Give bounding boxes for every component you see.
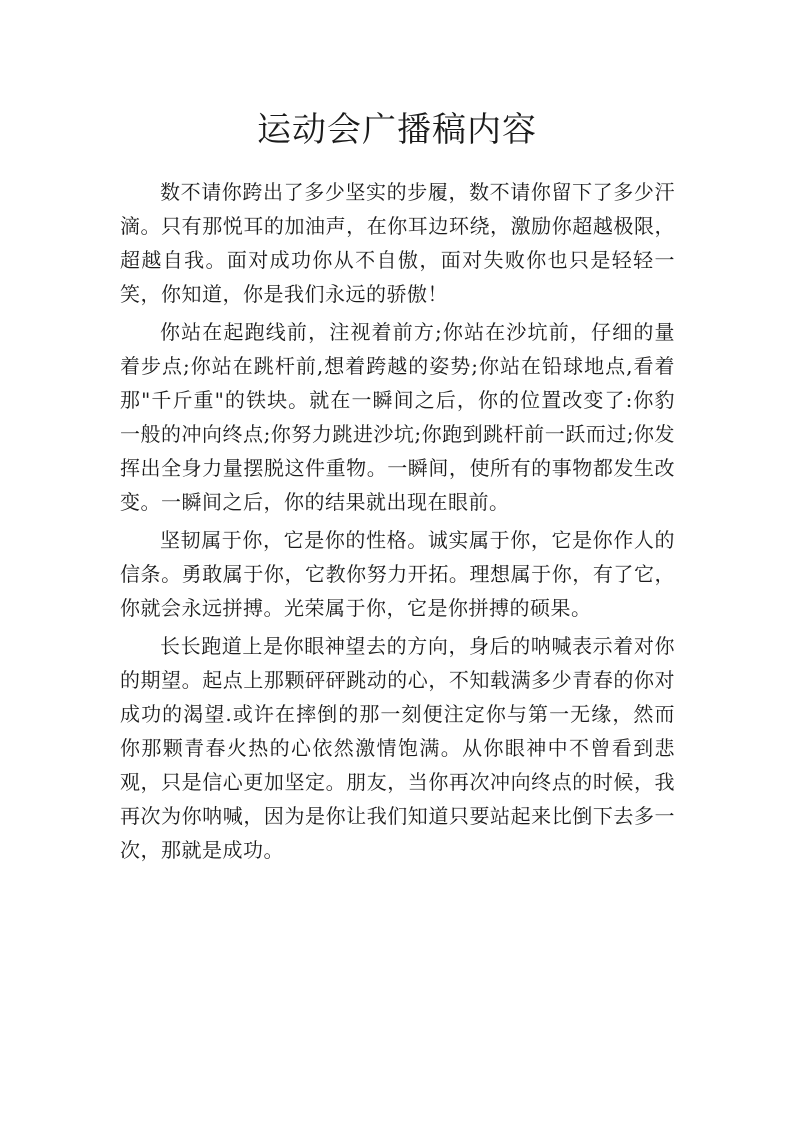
document-title: 运动会广播稿内容 [257,110,537,150]
paragraph-4: 长长跑道上是你眼神望去的方向，身后的呐喊表示着对你的期望。起点上那颗砰砰跳动的心，不知载满多少青春的你对成功的渴望.或许在摔倒的那一刻便注定你与第一无缘，然而你那颗青春火热的心依然激情饱满。从你眼神中不曾看到悲观，只是信心更加坚定。朋友，当你再次冲向终点的时候，我再次为你呐喊，因为是你让我们知道只要站起来比倒下去多一次，那就是成功。 [120,634,675,862]
paragraph-3: 坚韧属于你，它是你的性格。诚实属于你，它是你作人的信条。勇敢属于你，它教你努力开拓。理想属于你，有了它，你就会永远拼搏。光荣属于你，它是你拼搏的硕果。 [120,528,675,620]
paragraph-2: 你站在起跑线前，注视着前方;你站在沙坑前，仔细的量着步点;你站在跳杆前,想着跨越的姿势;你站在铅球地点,看着那"千斤重"的铁块。就在一瞬间之后，你的位置改变了:你豹一般的冲向终点;你努力跳进沙坑;你跑到跳杆前一跃而过;你发挥出全身力量摆脱这件重物。一瞬间，使所有的事物都发生改变。一瞬间之后，你的结果就出现在眼前。 [120,320,675,514]
document-body [120,175,675,871]
paragraph-1: 数不请你跨出了多少坚实的步履，数不请你留下了多少汗滴。只有那悦耳的加油声，在你耳边环绕，激励你超越极限，超越自我。面对成功你从不自傲，面对失败你也只是轻轻一笑，你知道，你是我们永远的骄傲！ [120,180,675,306]
